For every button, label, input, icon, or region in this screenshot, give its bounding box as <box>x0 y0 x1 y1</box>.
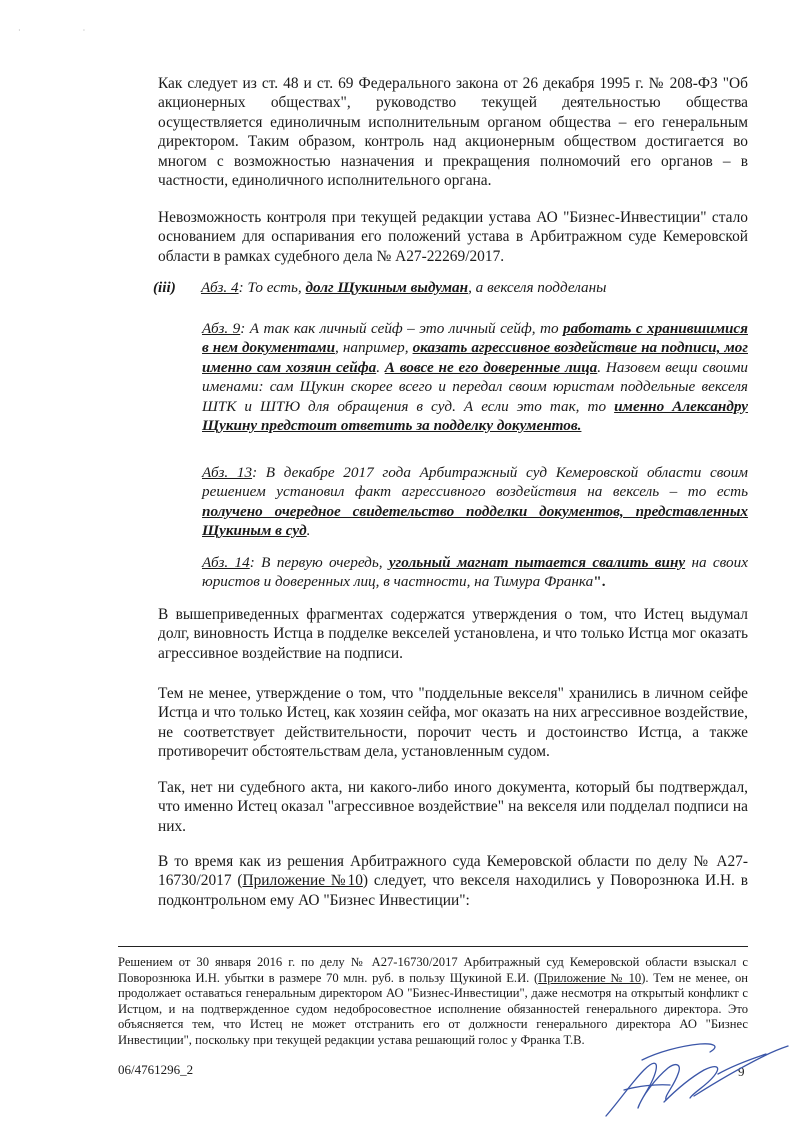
quote-text: . <box>376 358 385 376</box>
footnote-text: ). Тем не менее, он продолжает оставаться генеральным директором АО "Бизнес-Инвестиции", даже несмотря на открытый конфликт с Истцом, и на подтвержденное судом недобросовестное исполнение обязанностей генерального директора. Это объясняется тем, что Истец не может отстранить его от должности генерального директора АО "Бизнес Инвестиции", поскольку при текущей редакции устава решающий голос у Франка Т.В. <box>118 970 749 1047</box>
paragraph-6 <box>158 852 748 910</box>
quote-text: : В первую очередь, <box>249 554 389 571</box>
paragraph-text: ) следует, что векселя находились у Поворознюка И.Н. в подконтрольном ему АО "Бизнес Инвестиции": <box>158 872 748 909</box>
paragraph-text: В то время как из решения Арбитражного суда Кемеровской области по делу № А27-16730/2017 ( <box>158 853 748 890</box>
quote-text: , а векселя подделаны <box>468 279 607 296</box>
quote-emphasis: угольный магнат пытается свалить вину <box>388 554 686 571</box>
quote-text: на своих юристов и доверенных лиц, в частности, на Тимура Франка <box>202 554 748 591</box>
quote-emphasis: А вовсе не его доверенные лица <box>384 358 598 376</box>
quote-closing-mark: ". <box>593 573 606 591</box>
abz-14-label: Абз. 14 <box>202 554 250 571</box>
quote-emphasis: получено очередное свидетельство подделки документов, представленных Щукиным в суд <box>202 502 748 540</box>
abz-13-label: Абз. 13 <box>202 464 253 481</box>
page-number: 9 <box>738 1064 745 1079</box>
paragraph-1: Как следует из ст. 48 и ст. 69 Федерального закона от 26 декабря 1995 г. № 208-ФЗ "Об акционерных обществах", руководство текущей деятельностью общества осуществляется единоличным исполнительным органом общества – его генеральным директором. Таким образом, контроль над акционерным обществом достигается во многом с возможностью назначения и прекращения полномочий его органов – в частности, единоличного исполнительного органа. <box>158 75 748 190</box>
quote-abz-13 <box>202 463 748 541</box>
footnote-separator <box>118 946 748 947</box>
quote-number: (iii) <box>153 279 176 296</box>
quote-item-iii <box>153 278 748 297</box>
quote-abz-14 <box>202 553 748 592</box>
quote-text: : А так как личный сейф – это личный сейф, то <box>240 320 564 337</box>
quote-text: . Назовем вещи своими именами: сам Щукин скорее всего и передал своим юристам поддельные векселя ШТК и ШТЮ для обращения в суд. А если это так, то <box>202 358 748 415</box>
quote-text: . <box>306 522 311 540</box>
appendix-10-link: Приложение №10 <box>242 872 363 890</box>
footnote-appendix-link: Приложение № 10 <box>538 970 642 985</box>
abz-9-label: Абз. 9 <box>202 320 241 337</box>
footnote-text: Решением от 30 января 2016 г. по делу № А27-16730/2017 Арбитражный суд Кемеровской области взыскал с Поворознюка И.Н. убытки в размере 70 млн. руб. в пользу Щукиной Е.И. ( <box>118 955 748 985</box>
paragraph-5: Так, нет ни судебного акта, ни какого-либо иного документа, который бы подтверждал, что именно Истец оказал "агрессивное воздействие" на векселя или подделал подписи на них. <box>158 779 748 835</box>
quote-emphasis: именно Александру Щукину предстоит ответить за подделку документов. <box>202 397 749 435</box>
quote-abz-9 <box>202 319 748 435</box>
abz-4-label: Абз. 4 <box>201 279 239 296</box>
quote-emphasis: работать с хранившимися в нем документами <box>202 320 748 357</box>
quote-emphasis: долг Щукиным выдуман <box>305 279 469 296</box>
quote-text: : В декабре 2017 года Арбитражный суд Кемеровской области своим решением установил факт агрессивного воздействия на вексель – то есть <box>202 464 748 501</box>
scan-specks: · · <box>18 26 116 35</box>
quote-text: : То есть, <box>238 279 306 296</box>
paragraph-3: В вышеприведенных фрагментах содержатся утверждения о том, что Истец выдумал долг, виновность Истца в подделке векселей установлена, и что только Истца мог оказать агрессивное воздействие на подписи. <box>158 606 748 662</box>
document-number: 06/4761296_2 <box>118 1062 194 1077</box>
handwritten-signature <box>598 1030 790 1122</box>
paragraph-4: Тем не менее, утверждение о том, что "поддельные векселя" хранились в личном сейфе Истца и что только Истец, как хозяин сейфа, мог оказать на них агрессивное воздействие, не соответствует действительности, порочит честь и достоинство Истца, а также противоречит обстоятельствам дела, установленным судом. <box>158 685 748 761</box>
quote-emphasis: оказать агрессивное воздействие на подписи, мог именно сам хозяин сейфа <box>202 339 748 376</box>
quote-text: , например, <box>335 339 413 357</box>
paragraph-2: Невозможность контроля при текущей редакции устава АО "Бизнес-Инвестиции" стало основанием для оспаривания его положений устава в Арбитражном суде Кемеровской области в рамках судебного дела № А27-22269/2017. <box>158 209 748 265</box>
